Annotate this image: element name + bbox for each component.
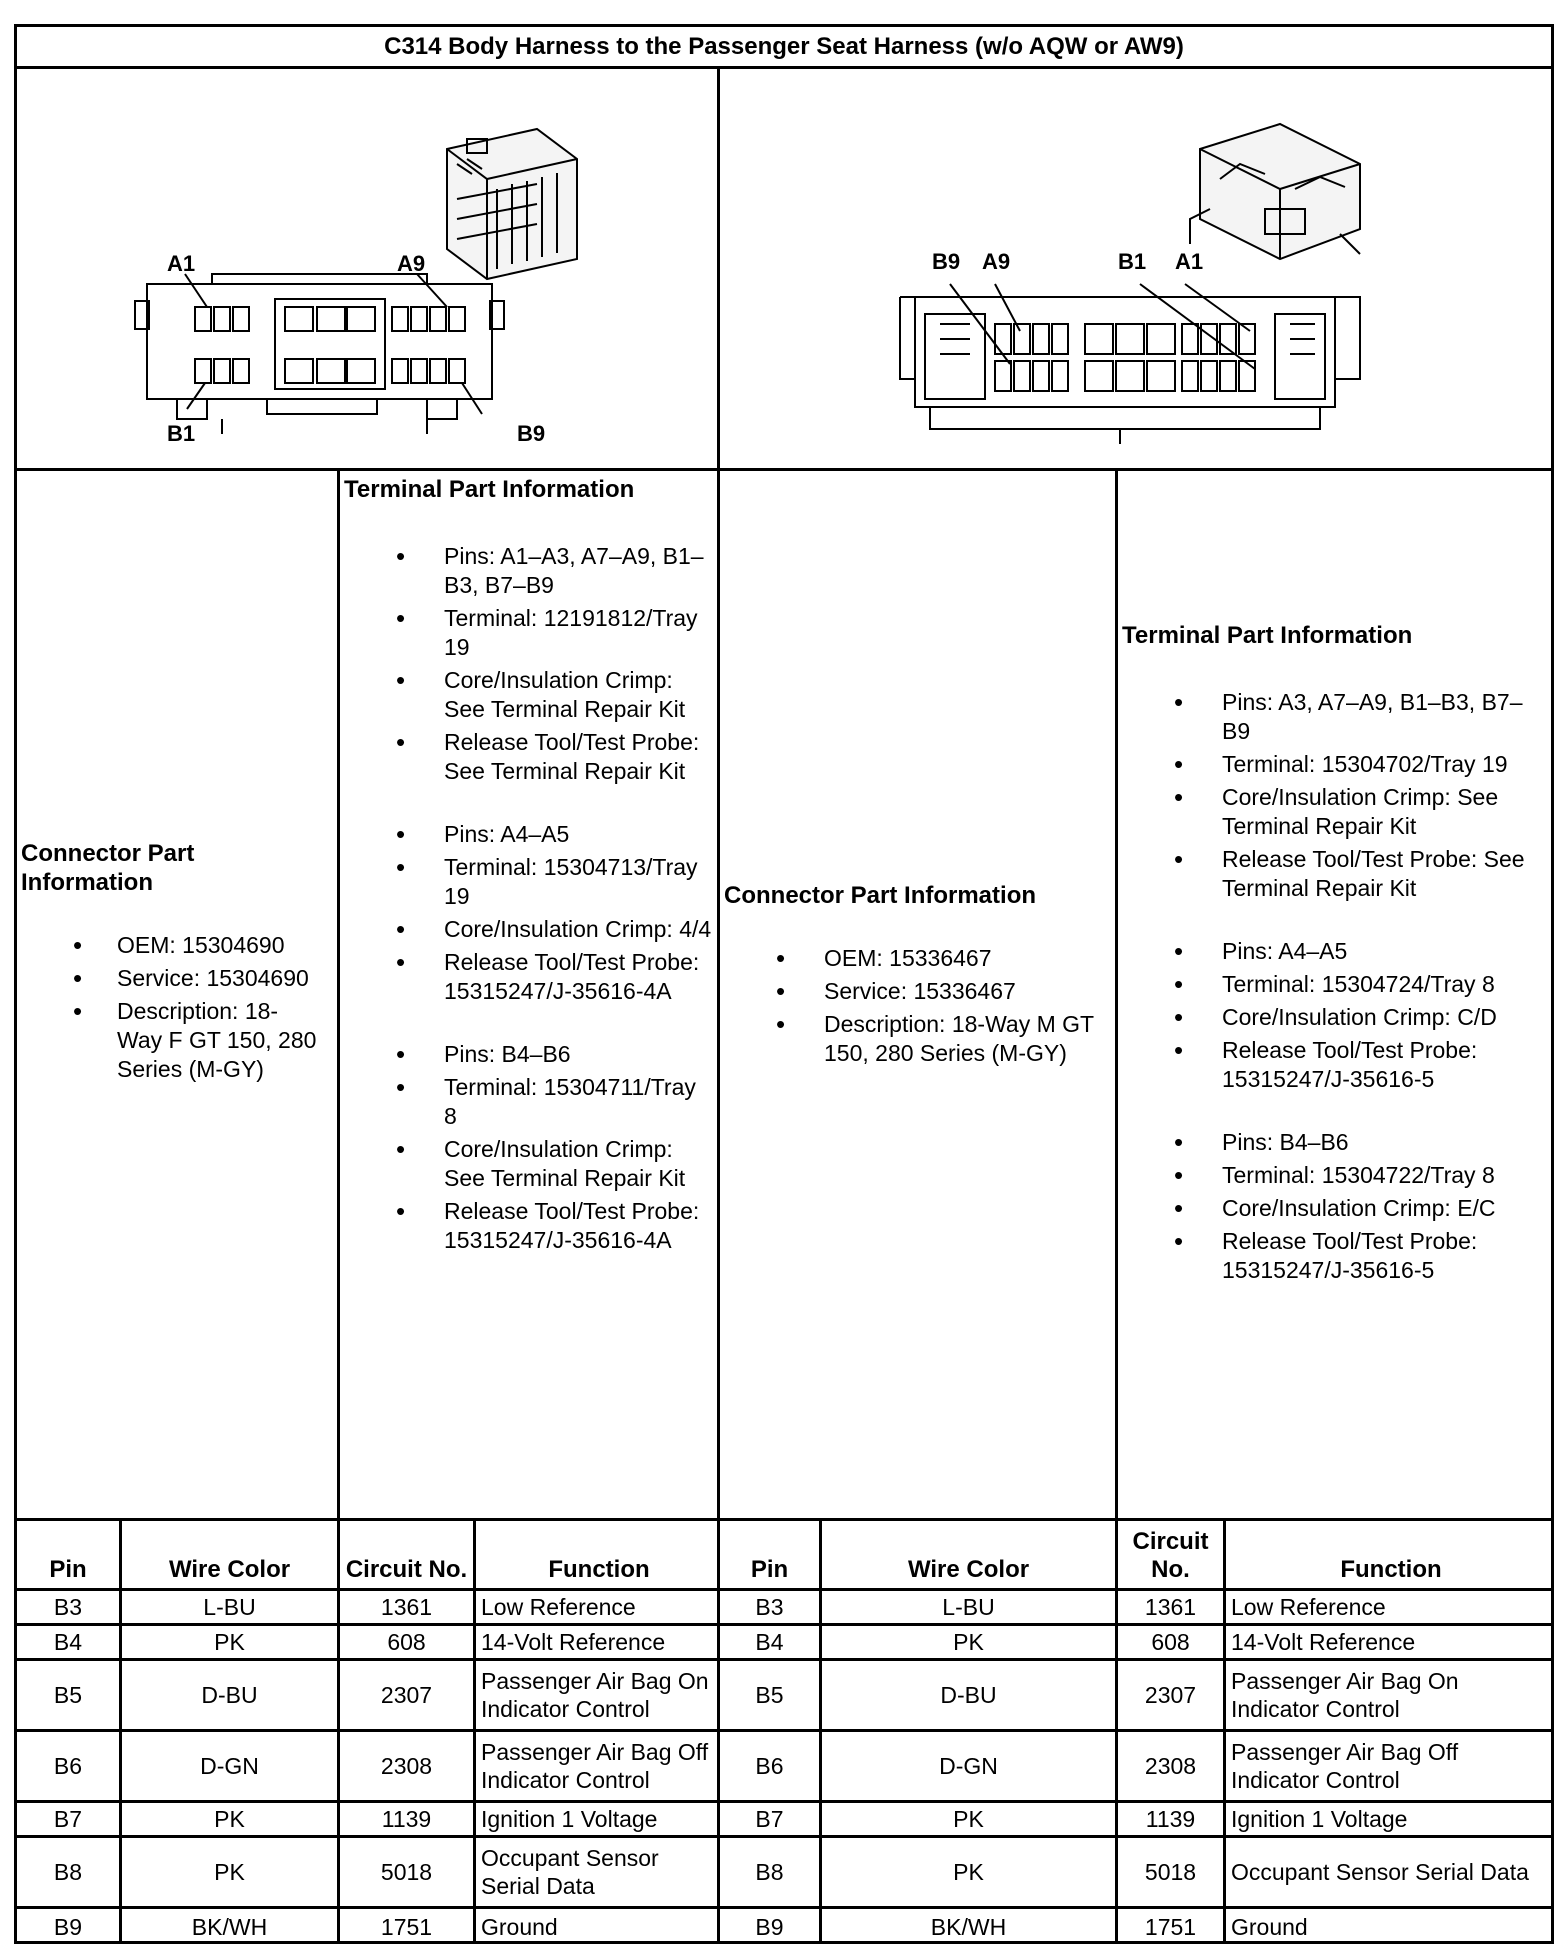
- cell-pin: B3: [17, 1591, 122, 1623]
- cell-pin: B6: [17, 1732, 122, 1800]
- list-item: • Release Tool/Test Probe: See Terminal Repair Kit: [344, 728, 714, 786]
- list-item: • OEM: 15336467: [724, 944, 1114, 973]
- col-function: Function: [476, 1521, 720, 1588]
- cell-wire: PK: [122, 1838, 340, 1906]
- list-item: • Terminal: 15304724/Tray 8: [1122, 970, 1547, 999]
- right-connector-heading: Connector Part Information: [724, 882, 1037, 909]
- list-item: • Pins: A3, A7–A9, B1–B3, B7–B9: [1122, 688, 1547, 746]
- cell-function: Ground: [1231, 1913, 1308, 1940]
- list-item: • Core/Insulation Crimp: See Terminal Repair Kit: [1122, 783, 1547, 841]
- cell-function: Low Reference: [476, 1591, 720, 1623]
- cell-wire: D-BU: [122, 1661, 340, 1729]
- cell-pin: B9: [17, 1909, 122, 1944]
- cell-pin: B4: [17, 1626, 122, 1658]
- cell-circuit: 1751: [340, 1909, 476, 1944]
- table-row: [17, 1803, 1551, 1838]
- list-item: • Service: 15304690: [21, 964, 321, 993]
- cell-pin: B5: [720, 1661, 822, 1729]
- terminal-group-1: [1122, 688, 1547, 903]
- right-connector-list: [724, 944, 1114, 1068]
- list-item: • Service: 15336467: [724, 977, 1114, 1006]
- cell-circuit: 1139: [1118, 1803, 1226, 1835]
- connector-3d-thumbnail: [1190, 124, 1360, 259]
- cell-circuit: 608: [340, 1626, 476, 1658]
- cell-circuit: 1361: [1118, 1591, 1226, 1623]
- cell-wire: PK: [822, 1626, 1118, 1658]
- list-item: • Release Tool/Test Probe: 15315247/J-35616-4A: [344, 1197, 714, 1255]
- cell-wire: D-GN: [122, 1732, 340, 1800]
- table-row: [17, 1909, 1551, 1944]
- table-row: [17, 1661, 1551, 1732]
- cell-function: 14-Volt Reference: [476, 1626, 720, 1658]
- left-connector-heading: Connector Part Information: [21, 840, 195, 896]
- terminal-group-3: [1122, 1128, 1547, 1285]
- right-terminal-info: [1118, 471, 1551, 1521]
- list-item: • Pins: A4–A5: [344, 820, 714, 849]
- list-item: • Terminal: 15304722/Tray 8: [1122, 1161, 1547, 1190]
- cell-circuit: 1361: [340, 1591, 476, 1623]
- right-connector-info: [720, 471, 1118, 1521]
- cell-wire: PK: [122, 1803, 340, 1835]
- table-row: [17, 1732, 1551, 1803]
- cell-pin: B3: [720, 1591, 822, 1623]
- col-wire-color: Wire Color: [822, 1521, 1118, 1588]
- left-connector-list: [21, 931, 321, 1084]
- connector-table: [14, 24, 1554, 1944]
- male-connector-drawing: [720, 69, 1548, 471]
- cell-wire: D-GN: [822, 1732, 1118, 1800]
- list-item: • Terminal: 15304713/Tray 19: [344, 853, 714, 911]
- list-item: • Terminal: 15304702/Tray 19: [1122, 750, 1547, 779]
- terminal-group-2: [1122, 937, 1547, 1094]
- cell-wire: D-BU: [822, 1661, 1118, 1729]
- label-b9: B9: [932, 249, 961, 274]
- list-item: • Terminal: 12191812/Tray 19: [344, 604, 714, 662]
- cell-circuit: 2307: [1118, 1661, 1226, 1729]
- col-pin: Pin: [17, 1521, 122, 1588]
- right-connector-diagram: [720, 69, 1551, 471]
- cell-pin: B8: [17, 1838, 122, 1906]
- cell-circuit: 5018: [340, 1838, 476, 1906]
- cell-pin: B7: [720, 1803, 822, 1835]
- cell-wire: PK: [122, 1626, 340, 1658]
- list-item: • Core/Insulation Crimp: 4/4: [344, 915, 714, 944]
- cell-circuit: 1139: [340, 1803, 476, 1835]
- cell-function: Ignition 1 Voltage: [476, 1803, 720, 1835]
- col-function: Function: [1340, 1556, 1442, 1583]
- label-a9: A9: [397, 251, 426, 276]
- cell-function: Ground: [476, 1909, 720, 1944]
- terminal-group-3: [344, 1040, 714, 1255]
- cell-circuit: 2308: [340, 1732, 476, 1800]
- table-row: [17, 1626, 1551, 1661]
- list-item: • Release Tool/Test Probe: 15315247/J-35616-5: [1122, 1036, 1547, 1094]
- cell-wire: BK/WH: [122, 1909, 340, 1944]
- label-b1: B1: [167, 421, 196, 446]
- page-title: C314 Body Harness to the Passenger Seat Harness (w/o AQW or AW9): [17, 27, 1551, 69]
- list-item: • Pins: B4–B6: [1122, 1128, 1547, 1157]
- cell-wire: PK: [822, 1838, 1118, 1906]
- list-item: • Description: 18-Way M GT 150, 280 Series (M-GY): [724, 1010, 1114, 1068]
- label-a1: A1: [167, 251, 196, 276]
- list-item: • Terminal: 15304711/Tray 8: [344, 1073, 714, 1131]
- label-a1: A1: [1175, 249, 1204, 274]
- label-b1: B1: [1118, 249, 1147, 274]
- left-connector-diagram: [17, 69, 720, 471]
- cell-function: Passenger Air Bag On Indicator Control: [1231, 1668, 1459, 1722]
- list-item: • Core/Insulation Crimp: See Terminal Repair Kit: [344, 666, 714, 724]
- list-item: • Release Tool/Test Probe: 15315247/J-35616-4A: [344, 948, 714, 1006]
- list-item: • Core/Insulation Crimp: See Terminal Repair Kit: [344, 1135, 714, 1193]
- cell-circuit: 1751: [1118, 1909, 1226, 1944]
- list-item: • Pins: B4–B6: [344, 1040, 714, 1069]
- female-connector-drawing: [17, 69, 717, 471]
- cell-function: Occupant Sensor Serial Data: [1231, 1859, 1529, 1885]
- cell-pin: B6: [720, 1732, 822, 1800]
- col-circuit: Circuit No.: [1118, 1521, 1226, 1588]
- left-terminal-heading: Terminal Part Information: [344, 476, 635, 503]
- cell-pin: B7: [17, 1803, 122, 1835]
- cell-wire: L-BU: [822, 1591, 1118, 1623]
- cell-pin: B5: [17, 1661, 122, 1729]
- col-wire-color: Wire Color: [122, 1521, 340, 1588]
- left-connector-info: [17, 471, 340, 1521]
- cell-function: Passenger Air Bag Off Indicator Control: [476, 1732, 720, 1800]
- cell-pin: B9: [720, 1909, 822, 1944]
- list-item: • Core/Insulation Crimp: C/D: [1122, 1003, 1547, 1032]
- right-terminal-heading: Terminal Part Information: [1122, 622, 1413, 649]
- cell-pin: B4: [720, 1626, 822, 1658]
- list-item: • Description: 18-Way F GT 150, 280 Series (M-GY): [21, 997, 321, 1084]
- cell-circuit: 2308: [1118, 1732, 1226, 1800]
- cell-wire: BK/WH: [822, 1909, 1118, 1944]
- col-pin: Pin: [720, 1521, 822, 1588]
- cell-pin: B8: [720, 1838, 822, 1906]
- connector-3d-thumbnail: [447, 129, 577, 279]
- list-item: • Pins: A4–A5: [1122, 937, 1547, 966]
- cell-function: Occupant Sensor Serial Data: [476, 1838, 720, 1906]
- terminal-group-1: [344, 542, 714, 786]
- list-item: • Release Tool/Test Probe: 15315247/J-35616-5: [1122, 1227, 1547, 1285]
- terminal-group-2: [344, 820, 714, 1006]
- table-row: [17, 1591, 1551, 1626]
- label-b9: B9: [517, 421, 546, 446]
- list-item: • Pins: A1–A3, A7–A9, B1–B3, B7–B9: [344, 542, 714, 600]
- cell-circuit: 5018: [1118, 1838, 1226, 1906]
- cell-circuit: 2307: [340, 1661, 476, 1729]
- cell-function: Low Reference: [1231, 1594, 1386, 1620]
- cell-wire: L-BU: [122, 1591, 340, 1623]
- label-a9: A9: [982, 249, 1011, 274]
- cell-function: 14-Volt Reference: [1231, 1629, 1416, 1655]
- cell-wire: PK: [822, 1803, 1118, 1835]
- cell-function: Passenger Air Bag On Indicator Control: [476, 1661, 720, 1729]
- pin-table-header: [17, 1521, 1551, 1591]
- list-item: • Core/Insulation Crimp: E/C: [1122, 1194, 1547, 1223]
- cell-circuit: 608: [1118, 1626, 1226, 1658]
- cell-function: Ignition 1 Voltage: [1231, 1806, 1408, 1832]
- col-circuit: Circuit No.: [340, 1521, 476, 1588]
- table-row: [17, 1838, 1551, 1909]
- left-terminal-info: [340, 471, 720, 1521]
- cell-function: Passenger Air Bag Off Indicator Control: [1231, 1739, 1459, 1793]
- list-item: • OEM: 15304690: [21, 931, 321, 960]
- list-item: • Release Tool/Test Probe: See Terminal Repair Kit: [1122, 845, 1547, 903]
